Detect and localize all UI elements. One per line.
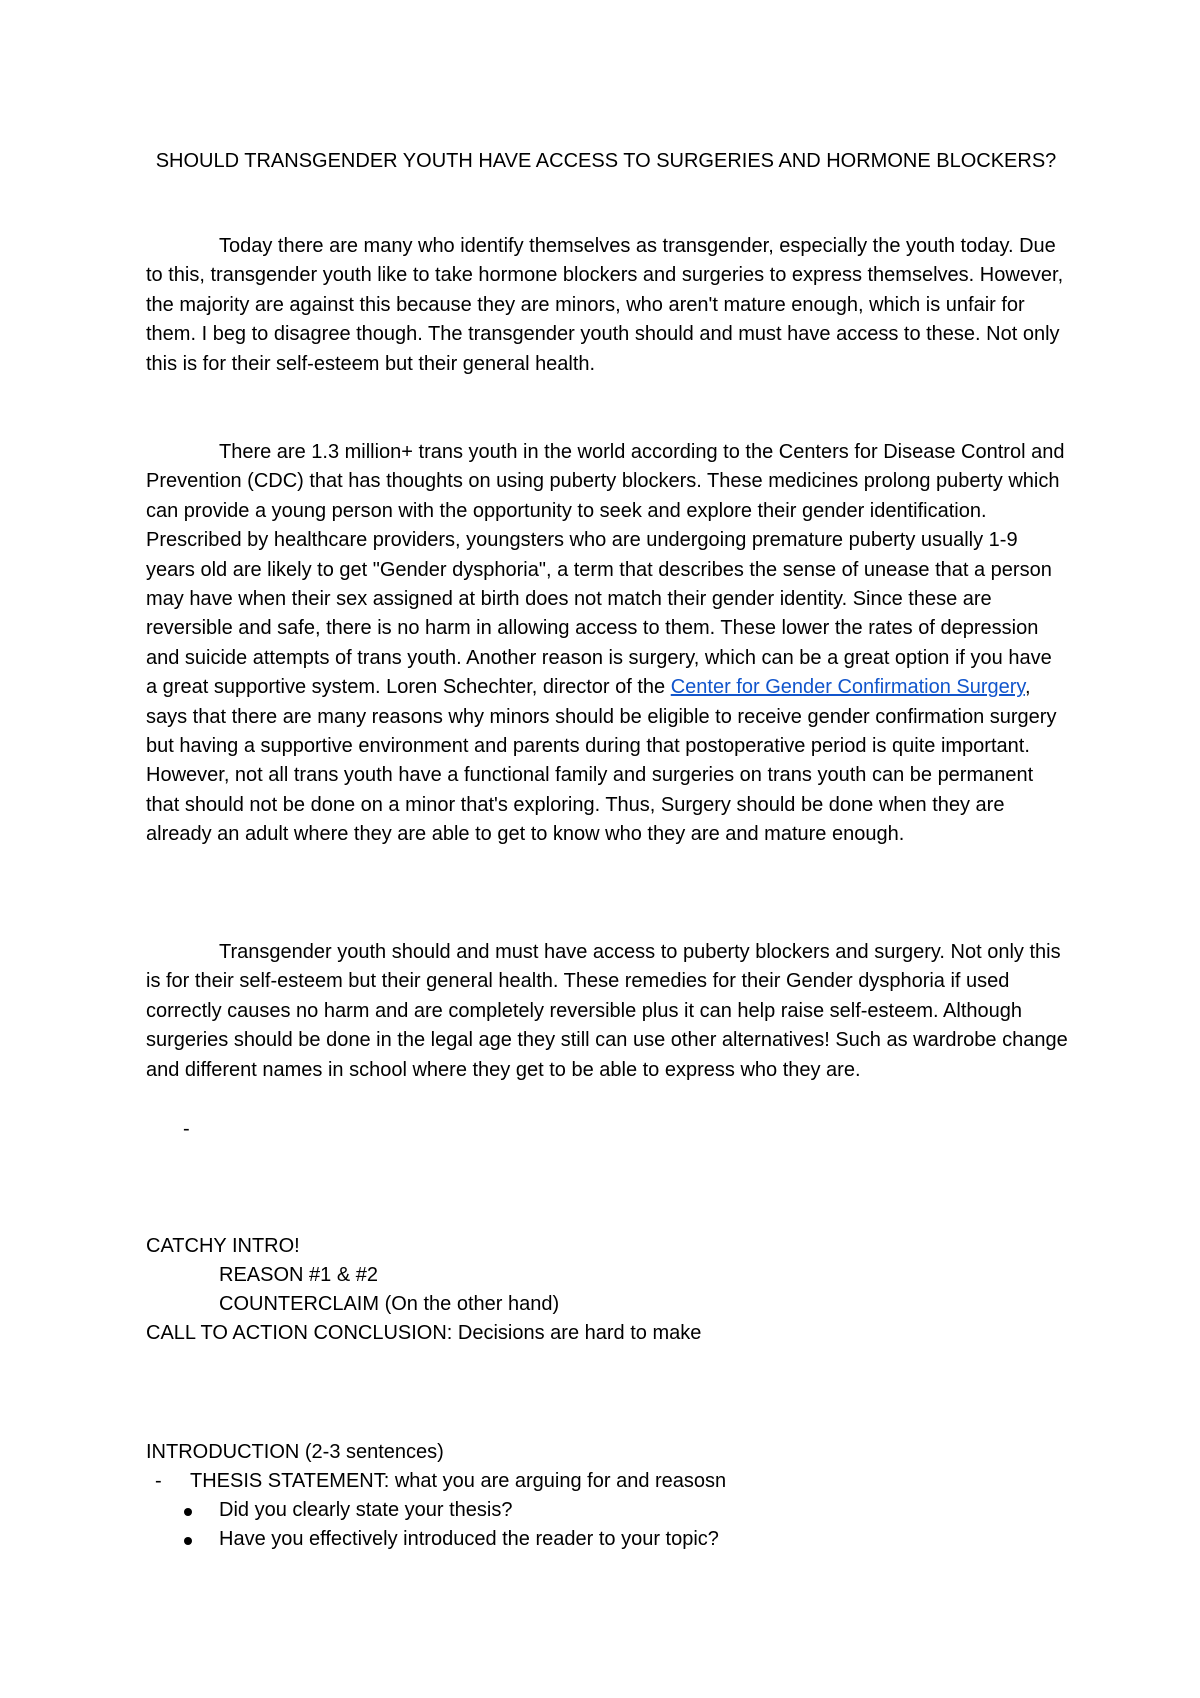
paragraph-conclusion-text: Transgender youth should and must have access to puberty blockers and surgery. Not only this is for their self-esteem but their general health. These remedies for their Gender dysphoria if used correctly causes no harm and are completely reversible plus it can help raise self-esteem. Although surgeries should be done in the legal age they still can use other alternatives! Such as wardrobe change and different names in school where they get to be able to express who they are. bbox=[146, 941, 1068, 1081]
outline-reasons: REASON #1 & #2 bbox=[219, 1264, 378, 1286]
outline-conclusion: CALL TO ACTION CONCLUSION: Decisions are hard to make bbox=[146, 1322, 702, 1344]
outline-intro: CATCHY INTRO! bbox=[146, 1235, 300, 1257]
bullet-icon bbox=[184, 1537, 192, 1545]
rubric-bullet-1: Did you clearly state your thesis? bbox=[219, 1499, 513, 1521]
document-title: SHOULD TRANSGENDER YOUTH HAVE ACCESS TO SURGERIES AND HORMONE BLOCKERS? bbox=[155, 150, 1057, 172]
paragraph-body-text-end: , says that there are many reasons why minors should be eligible to receive gender confirmation surgery but having a supportive environment and parents during that postoperative period is quite important. However, not all trans youth have a functional family and surgeries on trans youth can be permanent that should not be done on a minor that's exploring. Thus, Surgery should be done when they are already an adult where they are able to get to know who they are and mature enough. bbox=[146, 676, 1057, 846]
rubric-dash: - bbox=[155, 1470, 162, 1492]
paragraph-body-text-start: There are 1.3 million+ trans youth in the world according to the Centers for Disease Control and Prevention (CDC) that has thoughts on using puberty blockers. These medicines prolong puberty which can provide a young person with the opportunity to seek and explore their gender identification. Prescribed by healthcare providers, youngsters who are undergoing premature puberty usually 1-9 years old are likely to get "Gender dysphoria", a term that describes the sense of unease that a person may have when their sex assigned at birth does not match their gender identity. Since these are reversible and safe, there is no harm in allowing access to them. These lower the rates of depression and suicide attempts of trans youth. Another reason is surgery, which can be a great option if you have a great supportive system. Loren Schechter, director of the bbox=[146, 441, 1065, 699]
rubric-heading: INTRODUCTION (2-3 sentences) bbox=[146, 1441, 444, 1463]
rubric-thesis: THESIS STATEMENT: what you are arguing for and reasosn bbox=[190, 1470, 727, 1492]
paragraph-body bbox=[146, 438, 1068, 850]
bullet-icon bbox=[184, 1508, 192, 1516]
rubric-bullet-2: Have you effectively introduced the reader to your topic? bbox=[219, 1528, 719, 1550]
gender-confirmation-surgery-link[interactable]: Center for Gender Confirmation Surgery bbox=[670, 676, 1025, 699]
paragraph-intro bbox=[146, 232, 1068, 379]
paragraph-conclusion bbox=[146, 938, 1068, 1085]
paragraph-intro-text: Today there are many who identify themselves as transgender, especially the youth today. Due to this, transgender youth like to take hormone blockers and surgeries to express themselves. However, the majority are against this because they are minors, who aren't mature enough, which is unfair for them. I beg to disagree though. The transgender youth should and must have access to these. Not only this is for their self-esteem but their general health. bbox=[146, 235, 1064, 375]
outline-counterclaim: COUNTERCLAIM (On the other hand) bbox=[219, 1293, 560, 1315]
dash-marker: - bbox=[183, 1118, 190, 1140]
